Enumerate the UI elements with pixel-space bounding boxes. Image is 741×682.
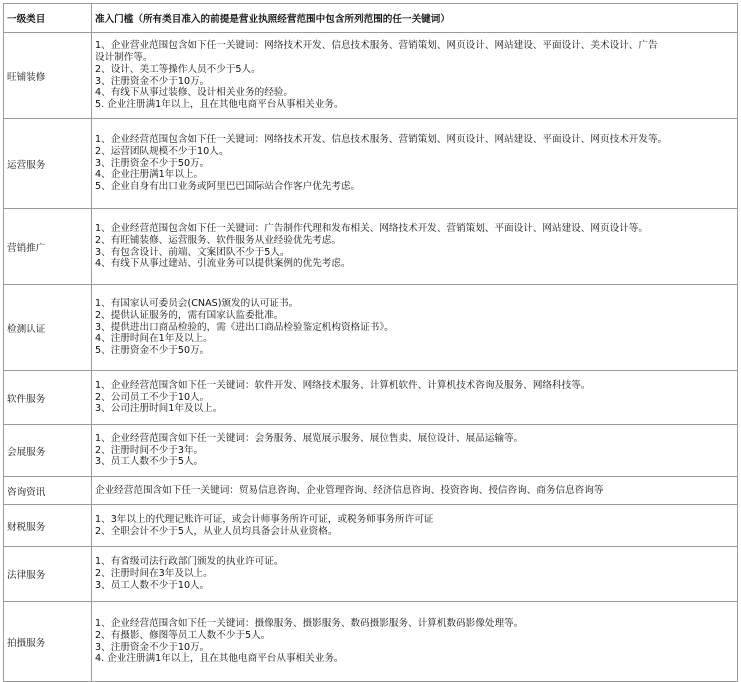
requirement-line: 3、注册资金不少于50万。	[95, 157, 210, 169]
table-row	[4, 602, 738, 682]
category-cell: 会展服务	[4, 425, 92, 477]
requirement-line: 1、企业经营范围包含如下任一关键词：网络技术开发、信息技术服务、营销策划、网页设计、网站建设、平面设计、网页技术开发等。	[95, 134, 668, 145]
header-category: 一级类目	[4, 4, 92, 33]
admission-table	[3, 3, 738, 682]
category-cell: 营销推广	[4, 209, 92, 285]
requirement-line: 4、注册时间在1年及以上。	[95, 333, 213, 345]
requirements-cell	[92, 602, 738, 682]
requirements-cell	[92, 285, 738, 371]
table-row	[4, 209, 738, 285]
category-cell: 运营服务	[4, 119, 92, 209]
category-cell: 拍摄服务	[4, 602, 92, 682]
requirement-line: 3、注册资金不少于10万。	[95, 75, 210, 87]
table-header-row	[4, 4, 738, 33]
requirements-cell	[92, 547, 738, 602]
requirement-line: 2、运营团队规模不少于10人。	[95, 145, 229, 157]
requirement-line: 3、公司注册时间1年及以上。	[95, 403, 223, 415]
table-row	[4, 119, 738, 209]
requirement-line: 2、公司员工不少于10人。	[95, 391, 210, 403]
requirements-cell	[92, 33, 738, 119]
requirement-line: 5、企业自身有出口业务或阿里巴巴国际站合作客户优先考虑。	[95, 181, 361, 193]
category-cell: 法律服务	[4, 547, 92, 602]
requirement-line: 设计制作等。	[95, 51, 153, 63]
requirement-line: 3、员工人数不少于10人。	[95, 579, 210, 591]
requirements-cell	[92, 119, 738, 209]
category-cell: 咨询资讯	[4, 477, 92, 505]
category-cell: 软件服务	[4, 371, 92, 425]
requirement-line: 2、提供认证服务的，需有国家认监委批准。	[95, 309, 284, 321]
requirements-cell	[92, 425, 738, 477]
table-row	[4, 477, 738, 505]
requirement-line: 2、有旺铺装修、运营服务、软件服务从业经验优先考虑。	[95, 234, 341, 246]
requirement-line: 1、企业经营范围含如下任一关键词：摄像服务、摄影服务、数码摄影服务、计算机数码影像处理等。	[95, 617, 524, 629]
header-threshold: 准入门槛（所有类目准入的前提是营业执照经营范围中包含所列范围的任一关键词）	[92, 4, 738, 33]
requirement-line: 1、企业经营范围含如下任一关键词：软件开发、网络技术服务、计算机软件、计算机技术咨询及服务、网络科技等。	[95, 379, 591, 391]
requirement-line: 4、有线下从事过建站、引流业务可以提供案例的优先考虑。	[95, 258, 351, 270]
requirement-line: 2、有摄影、修图等员工人数不少于5人。	[95, 629, 271, 641]
requirement-line: 企业经营范围含如下任一关键词：贸易信息咨询、企业管理咨询、经济信息咨询、投资咨询、授信咨询、商务信息咨询等	[95, 484, 604, 496]
table-row	[4, 371, 738, 425]
requirements-cell	[92, 209, 738, 285]
requirement-line: 5、注册资金不少于50万。	[95, 345, 210, 357]
requirement-line: 1、企业经营范围包含如下任一关键词：广告制作代理和发布相关、网络技术开发、营销策划、平面设计、网站建设、网页设计等。	[95, 222, 648, 234]
requirement-line: 4. 企业注册满1年以上，且在其他电商平台从事相关业务。	[95, 653, 344, 665]
requirement-line: 2、注册时间不少于3年。	[95, 444, 204, 456]
requirement-line: 2、设计、美工等操作人员不少于5人。	[95, 63, 261, 75]
requirement-line: 1、3年以上的代理记账许可证，或会计师事务所许可证，或税务师事务所许可证	[95, 513, 434, 525]
category-cell: 检测认证	[4, 285, 92, 371]
requirement-line: 1、企业经营范围含如下任一关键词：会务服务、展览展示服务、展位售卖、展位设计、展品运输等。	[95, 432, 524, 444]
table-row	[4, 547, 738, 602]
requirement-line: 3、员工人数不少于5人。	[95, 456, 204, 468]
requirement-line: 2、注册时间在3年及以上。	[95, 568, 213, 580]
category-cell: 财税服务	[4, 505, 92, 547]
requirement-line: 1、企业营业范围包含如下任一关键词：网络技术开发、信息技术服务、营销策划、网页设计、网站建设、平面设计、美术设计、广告	[95, 40, 658, 52]
table-row	[4, 505, 738, 547]
requirement-line: 3、有包含设计、前端、文案团队不少于5人。	[95, 246, 290, 258]
requirement-line: 4、企业注册满1年以上。	[95, 169, 204, 181]
table-row	[4, 33, 738, 119]
requirement-line: 3、提供进出口商品检验的，需《进出口商品检验鉴定机构资格证书》。	[95, 321, 394, 333]
requirement-line: 4、有线下从事过装修、设计相关业务的经验。	[95, 87, 293, 99]
category-cell: 旺铺装修	[4, 33, 92, 119]
requirement-line: 5. 企业注册满1年以上，且在其他电商平台从事相关业务。	[95, 99, 344, 111]
requirements-cell	[92, 505, 738, 547]
requirements-cell	[92, 477, 738, 505]
requirement-line: 1、有省级司法行政部门颁发的执业许可证。	[95, 556, 284, 568]
requirement-line: 3、注册资金不少于10万。	[95, 641, 210, 653]
table-row	[4, 425, 738, 477]
table-row	[4, 285, 738, 371]
requirement-line: 2、全职会计不少于5人，从业人员均具备会计从业资格。	[95, 525, 338, 537]
requirement-line: 1、有国家认可委员会(CNAS)颁发的认可证书。	[95, 298, 299, 309]
requirements-cell	[92, 371, 738, 425]
